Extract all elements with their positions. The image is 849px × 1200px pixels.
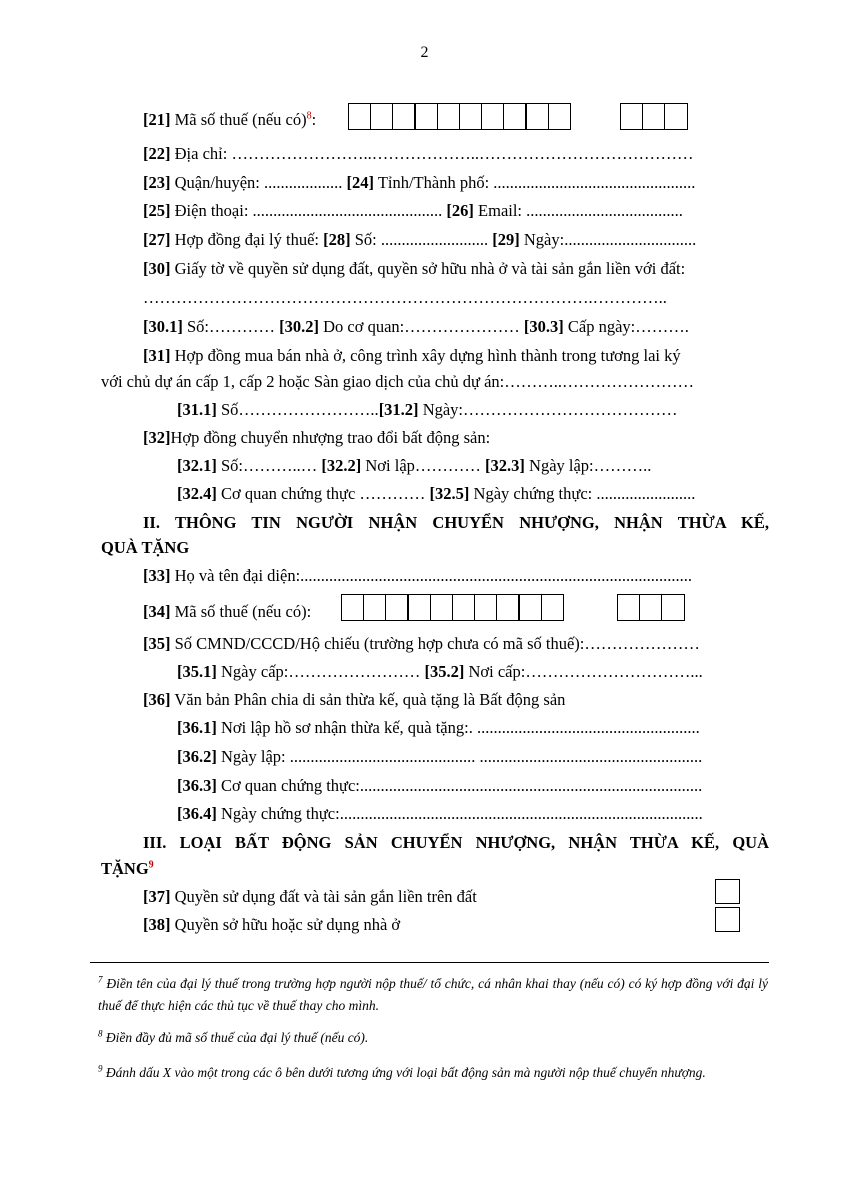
field-number: [32.2] [321, 456, 362, 475]
field-number: [29] [492, 230, 520, 249]
field-label: Hợp đồng chuyển nhượng trao đổi bất động sản: [170, 428, 491, 447]
id-issue-line [177, 662, 703, 682]
phone-email-line [143, 201, 683, 221]
address-line [143, 144, 693, 164]
field-number: [30.3] [523, 317, 564, 336]
field-number: [36.3] [177, 776, 217, 795]
field-label: Nơi lập hồ sơ nhận thừa kế, quà tặng:. ...................................................... [221, 718, 700, 737]
field-number: [25] [143, 201, 171, 220]
digit-box[interactable] [370, 103, 394, 130]
field-label: Họ và tên đại diện:............................................................................................... [174, 566, 693, 585]
section-3-heading-line2 [101, 859, 154, 879]
digit-box[interactable] [414, 103, 438, 130]
purchase-contract-details [177, 400, 678, 420]
footnote-text: Điền đầy đủ mã số thuế của đại lý thuế (nếu có). [105, 1030, 369, 1045]
digit-box[interactable] [459, 103, 483, 130]
field-label: Số:………… [187, 317, 276, 336]
field-number: [36.1] [177, 718, 217, 737]
field-label: Nơi lập………… [365, 456, 481, 475]
transfer-certification-line [177, 484, 695, 504]
field-number: [36] [143, 690, 171, 709]
field-number: [23] [143, 173, 171, 192]
field-label: Cơ quan chứng thực:................................................................................... [221, 776, 703, 795]
field-number: [27] [143, 230, 171, 249]
field-label: Số CMND/CCCD/Hộ chiếu (trường hợp chưa có mã số thuế):………………… [174, 634, 700, 653]
field-label: Email: ...................................... [478, 201, 683, 220]
tax-code-line [143, 110, 316, 130]
inheritance-place-line [177, 718, 700, 738]
field-label: Cơ quan chứng thực ………… [221, 484, 426, 503]
footnote-number: 8 [98, 1028, 103, 1039]
field-number: [30.2] [279, 317, 320, 336]
digit-box[interactable] [541, 594, 565, 621]
field-label: Hợp đồng mua bán nhà ở, công trình xây dựng hình thành trong tương lai ký [174, 346, 681, 365]
digit-box[interactable] [474, 594, 498, 621]
field-label: Ngày cấp:…………………… [221, 662, 421, 681]
field-number: [36.4] [177, 804, 217, 823]
field-label: Địa chỉ: ……………………..………………..………………………………… [174, 144, 694, 163]
digit-box[interactable] [392, 103, 416, 130]
receiver-tax-code-boxes-suffix[interactable] [618, 594, 685, 621]
digit-box[interactable] [430, 594, 454, 621]
inheritance-authority-line [177, 776, 702, 796]
field-label: Quyền sở hữu hoặc sử dụng nhà ở [174, 915, 401, 934]
section-3-heading-line1: III. LOẠI BẤT ĐỘNG SẢN CHUYỂN NHƯỢNG, NHẬN THỪA KẾ, QUÀ [143, 833, 769, 852]
field-number: [26] [446, 201, 474, 220]
field-label: Ngày:................................ [523, 230, 697, 249]
digit-box[interactable] [525, 103, 549, 130]
purchase-contract-line [143, 346, 681, 366]
receiver-tax-code-boxes-main[interactable] [342, 594, 564, 621]
field-number: [35] [143, 634, 171, 653]
field-number: [24] [346, 173, 374, 192]
field-number: [31.1] [177, 400, 217, 419]
land-certificate-dots: ……………………………………………………………………….………….. [143, 288, 667, 307]
field-number: [32.3] [485, 456, 525, 475]
field-label: Ngày chứng thực: ........................ [473, 484, 696, 503]
footnote-8 [98, 1027, 768, 1049]
representative-name-line [143, 566, 692, 586]
receiver-tax-code-line [143, 602, 311, 622]
field-label: Mã số thuế (nếu có): [174, 602, 312, 621]
field-label: Số: .......................... [354, 230, 489, 249]
field-number: [21] [143, 110, 171, 129]
digit-box[interactable] [496, 594, 520, 621]
digit-box[interactable] [503, 103, 527, 130]
digit-box[interactable] [639, 594, 663, 621]
digit-box[interactable] [661, 594, 685, 621]
digit-box[interactable] [363, 594, 387, 621]
field-number: [22] [143, 144, 171, 163]
inheritance-document-line [143, 690, 565, 710]
field-label: Văn bản Phân chia di sản thừa kế, quà tặng là Bất động sản [174, 690, 566, 709]
digit-box[interactable] [518, 594, 542, 621]
section-3-heading-text: TẶNG [101, 859, 149, 878]
field-label: Số:………..… [221, 456, 318, 475]
field-number: [35.2] [424, 662, 465, 681]
purchase-contract-continuation: với chủ dự án cấp 1, cấp 2 hoặc Sàn giao dịch của chủ dự án:………..…………………… [101, 372, 694, 391]
page-number: 2 [420, 44, 429, 61]
footnote-ref: 9 [148, 859, 154, 871]
field-label: Ngày lập: ............................................. ...................................................... [221, 747, 703, 766]
field-number: [32] [143, 428, 171, 447]
digit-box[interactable] [437, 103, 461, 130]
district-province-line [143, 173, 695, 193]
section-2-heading-line1: II. THÔNG TIN NGƯỜI NHẬN CHUYỂN NHƯỢNG, NHẬN THỪA KẾ, [143, 513, 769, 532]
land-use-right-checkbox[interactable] [715, 879, 740, 904]
field-label: Số…………………….. [221, 400, 379, 419]
field-label: Mã số thuế (nếu có) [174, 110, 307, 129]
field-label: Ngày lập:……….. [529, 456, 652, 475]
field-label: Ngày chứng thực:........................................................................................ [221, 804, 703, 823]
field-label: Tỉnh/Thành phố: ................................................. [377, 173, 696, 192]
field-number: [34] [143, 602, 171, 621]
field-label: Do cơ quan:………………… [323, 317, 520, 336]
tax-code-boxes-suffix[interactable] [621, 103, 688, 130]
footnote-number: 7 [98, 974, 103, 985]
digit-box[interactable] [664, 103, 688, 130]
land-certificate-line [143, 259, 685, 279]
field-label: Cấp ngày:………. [567, 317, 689, 336]
footnote-9 [98, 1062, 768, 1084]
inheritance-date-line [177, 747, 702, 767]
field-number: [28] [323, 230, 351, 249]
digit-box[interactable] [620, 103, 644, 130]
field-number: [32.5] [429, 484, 470, 503]
field-number: [36.2] [177, 747, 217, 766]
field-number: [30] [143, 259, 171, 278]
digit-box[interactable] [481, 103, 505, 130]
inheritance-cert-date-line [177, 804, 703, 824]
field-label: Giấy tờ về quyền sử dụng đất, quyền sở hữu nhà ở và tài sản gắn liền với đất: [174, 259, 686, 278]
digit-box[interactable] [642, 103, 666, 130]
digit-box[interactable] [407, 594, 431, 621]
transfer-contract-details [177, 456, 651, 476]
digit-box[interactable] [452, 594, 476, 621]
house-ownership-checkbox[interactable] [715, 907, 740, 932]
digit-box[interactable] [548, 103, 572, 130]
field-number: [31.2] [378, 400, 419, 419]
agency-contract-line [143, 230, 696, 250]
footnote-separator [90, 962, 769, 963]
tax-code-boxes-main[interactable] [349, 103, 571, 130]
id-number-line [143, 634, 700, 654]
field-number: [32.1] [177, 456, 217, 475]
field-number: [30.1] [143, 317, 183, 336]
colon: : [311, 110, 317, 129]
field-number: [38] [143, 915, 171, 934]
field-number: [37] [143, 887, 171, 906]
section-2-heading-line2: QUÀ TẶNG [101, 538, 190, 557]
field-label: Quận/huyện: ................... [174, 173, 343, 192]
digit-box[interactable] [385, 594, 409, 621]
footnote-text: Điền tên của đại lý thuế trong trường hợp người nộp thuế/ tổ chức, cá nhân khai thay (nếu có) có ký hợp đồng với đại lý thuế để thực hiện các thủ tục về thuế thay cho mình. [98, 976, 768, 1013]
digit-box[interactable] [348, 103, 372, 130]
field-number: [31] [143, 346, 171, 365]
footnote-ref: 8 [306, 110, 312, 122]
field-number: [33] [143, 566, 171, 585]
digit-box[interactable] [341, 594, 365, 621]
footnote-number: 9 [98, 1063, 103, 1074]
digit-box[interactable] [617, 594, 641, 621]
house-ownership-line [143, 915, 400, 935]
field-label: Ngày:………………………………… [422, 400, 678, 419]
field-number: [35.1] [177, 662, 217, 681]
footnote-7 [98, 973, 768, 1017]
certificate-details-line [143, 317, 689, 337]
field-label: Nơi cấp:…………………………... [468, 662, 703, 681]
field-label: Hợp đồng đại lý thuế: [174, 230, 319, 249]
field-label: Điện thoại: .............................................. [174, 201, 443, 220]
transfer-contract-line [143, 428, 490, 448]
field-label: Quyền sử dụng đất và tài sản gắn liền trên đất [174, 887, 477, 906]
footnote-text: Đánh dấu X vào một trong các ô bên dưới tương ứng với loại bất động sản mà người nộp thuế chuyển nhượng. [105, 1065, 706, 1080]
land-use-right-line [143, 887, 477, 907]
field-number: [32.4] [177, 484, 217, 503]
